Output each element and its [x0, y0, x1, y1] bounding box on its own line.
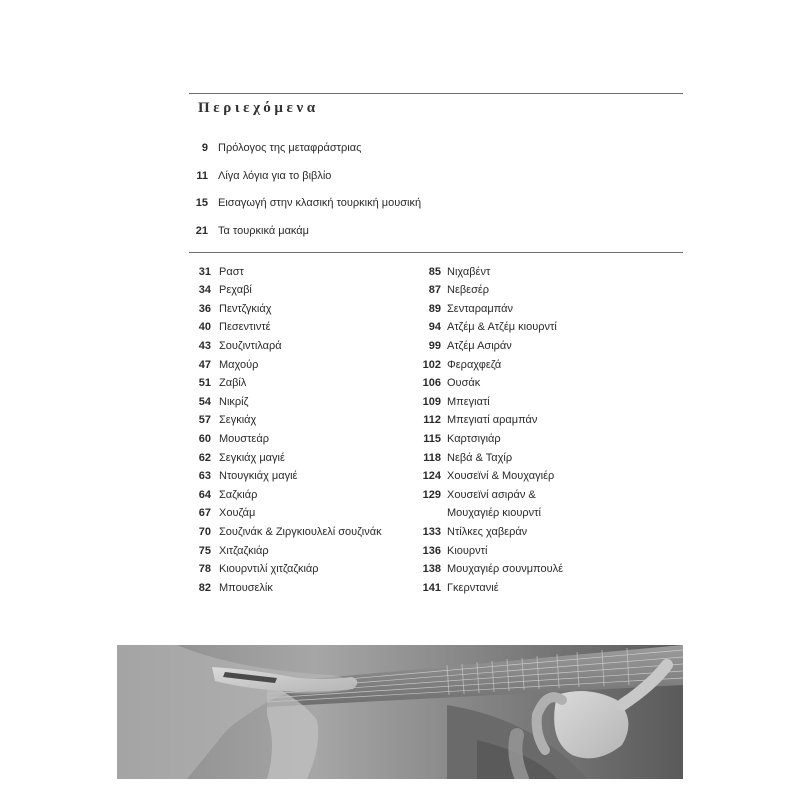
- toc-entry-title: Σαζκιάρ: [219, 489, 258, 501]
- toc-entry-title: Ουσάκ: [447, 377, 481, 389]
- toc-page-number: 70: [198, 526, 211, 538]
- toc-entry-title: Μουστεάρ: [219, 433, 269, 445]
- toc-entry-title: Χουσεϊνί & Μουχαγιέρ: [447, 470, 555, 482]
- toc-page-number: 57: [198, 414, 211, 426]
- toc-page-number: 112: [423, 414, 441, 426]
- toc-page-number: 78: [198, 563, 211, 575]
- toc-entry-title: Λίγα λόγια για το βιβλίο: [218, 170, 332, 182]
- toc-page-number: 40: [198, 321, 211, 333]
- toc-page-number: 67: [198, 507, 211, 519]
- page-title: Περιεχόμενα: [198, 100, 319, 116]
- toc-page-number: 60: [198, 433, 211, 445]
- toc-page-number: 94: [428, 321, 441, 333]
- toc-entry-title: Ντουγκιάχ μαγιέ: [219, 470, 298, 482]
- toc-page-number: 63: [198, 470, 211, 482]
- toc-entry-title: Χιτζαζκιάρ: [219, 545, 269, 557]
- toc-page-number: 106: [422, 377, 441, 389]
- toc-page-number: 11: [196, 170, 208, 182]
- toc-entry-title: Πεσεντιντέ: [219, 321, 271, 333]
- toc-entry-title: Μουχαγιέρ σουνμπουλέ: [447, 563, 564, 575]
- toc-entry-title: Κιουρντί: [447, 545, 488, 557]
- toc-page-number: 138: [422, 563, 441, 575]
- toc-page-number: 31: [198, 266, 211, 278]
- toc-entry-title: Σεγκιάχ: [219, 414, 257, 426]
- toc-entry-title: Τα τουρκικά μακάμ: [218, 225, 309, 237]
- toc-entry-title: Μαχούρ: [219, 359, 259, 371]
- toc-entry-title: Νιχαβέντ: [447, 266, 491, 278]
- toc-page-number: 47: [198, 359, 211, 371]
- toc-entry-title: Χουζάμ: [219, 507, 256, 519]
- toc-page-number: 129: [422, 489, 441, 501]
- toc-page-number: 82: [198, 582, 211, 594]
- toc-entry-title: Ντίλκες χαβεράν: [447, 526, 528, 538]
- toc-entry-title: Μπεγιατί: [447, 396, 490, 408]
- toc-entry-title: Ραστ: [219, 266, 244, 278]
- toc-page-number: 34: [198, 284, 211, 296]
- toc-entry-title: Νεβά & Ταχίρ: [447, 452, 513, 464]
- toc-page-number: 133: [422, 526, 441, 538]
- toc-page-number: 43: [198, 340, 211, 352]
- toc-entry-title: Εισαγωγή στην κλασική τουρκική μουσική: [218, 197, 422, 209]
- toc-page-number: 89: [428, 303, 441, 315]
- toc-entry-title: Καρτσιγιάρ: [447, 433, 501, 445]
- toc-entry-title: Πεντζγκιάχ: [219, 303, 272, 315]
- instrument-photo: [117, 645, 683, 779]
- toc-entry-title: Σουζινάκ & Ζιργκιουλελί σουζινάκ: [219, 526, 382, 538]
- toc-entry-title: Χουσεϊνί ασιράν &: [447, 489, 536, 501]
- toc-entry-title: Νεβεσέρ: [447, 284, 490, 296]
- toc-page-number: 9: [201, 142, 208, 154]
- toc-page-number: 118: [423, 452, 441, 464]
- toc-page-number: 75: [198, 545, 211, 557]
- toc-page-number: 62: [198, 452, 211, 464]
- toc-page-number: 109: [422, 396, 441, 408]
- toc-entry-title: Κιουρντιλί χιτζαζκιάρ: [219, 563, 319, 575]
- toc-page-number: 15: [195, 197, 208, 209]
- toc-page-number: 51: [198, 377, 211, 389]
- toc-page-number: 115: [423, 433, 441, 445]
- toc-entry-title: Μπουσελίκ: [219, 582, 273, 594]
- toc-entry-title: Μπεγιατί αραμπάν: [447, 414, 538, 426]
- toc-page-number: 141: [422, 582, 441, 594]
- toc-page-number: 21: [195, 225, 208, 237]
- toc-entry-title: Ρεχαβί: [219, 284, 252, 296]
- toc-page-number: 102: [422, 359, 441, 371]
- section-rule: [189, 252, 683, 253]
- toc-entry-title: Σεγκιάχ μαγιέ: [219, 452, 285, 464]
- toc-entry-title: Σενταραμπάν: [447, 303, 513, 315]
- toc-page-number: 36: [198, 303, 211, 315]
- toc-entry-title: Νικρίζ: [219, 396, 249, 408]
- toc-entry-title: Ατζέμ & Ατζέμ κιουρντί: [447, 321, 557, 333]
- toc-entry-title: Σουζιντιλαρά: [219, 340, 282, 352]
- toc-page-number: 87: [428, 284, 441, 296]
- toc-entry-title: Ζαβίλ: [219, 377, 247, 389]
- toc-entry-title: Πρόλογος της μεταφράστριας: [218, 142, 362, 154]
- toc-page-number: 54: [198, 396, 211, 408]
- toc-page-number: 99: [428, 340, 441, 352]
- toc-entry-title: Φεραχφεζά: [447, 359, 502, 371]
- top-rule: [189, 93, 683, 94]
- toc-page-number: 136: [422, 545, 441, 557]
- toc-page-number: 64: [198, 489, 211, 501]
- toc-entry-title-continued: Μουχαγιέρ κιουρντί: [447, 507, 541, 519]
- toc-page-number: 124: [422, 470, 441, 482]
- toc-page-number: 85: [428, 266, 441, 278]
- toc-entry-title: Ατζέμ Ασιράν: [447, 340, 512, 352]
- toc-entry-title: Γκερντανιέ: [447, 582, 499, 594]
